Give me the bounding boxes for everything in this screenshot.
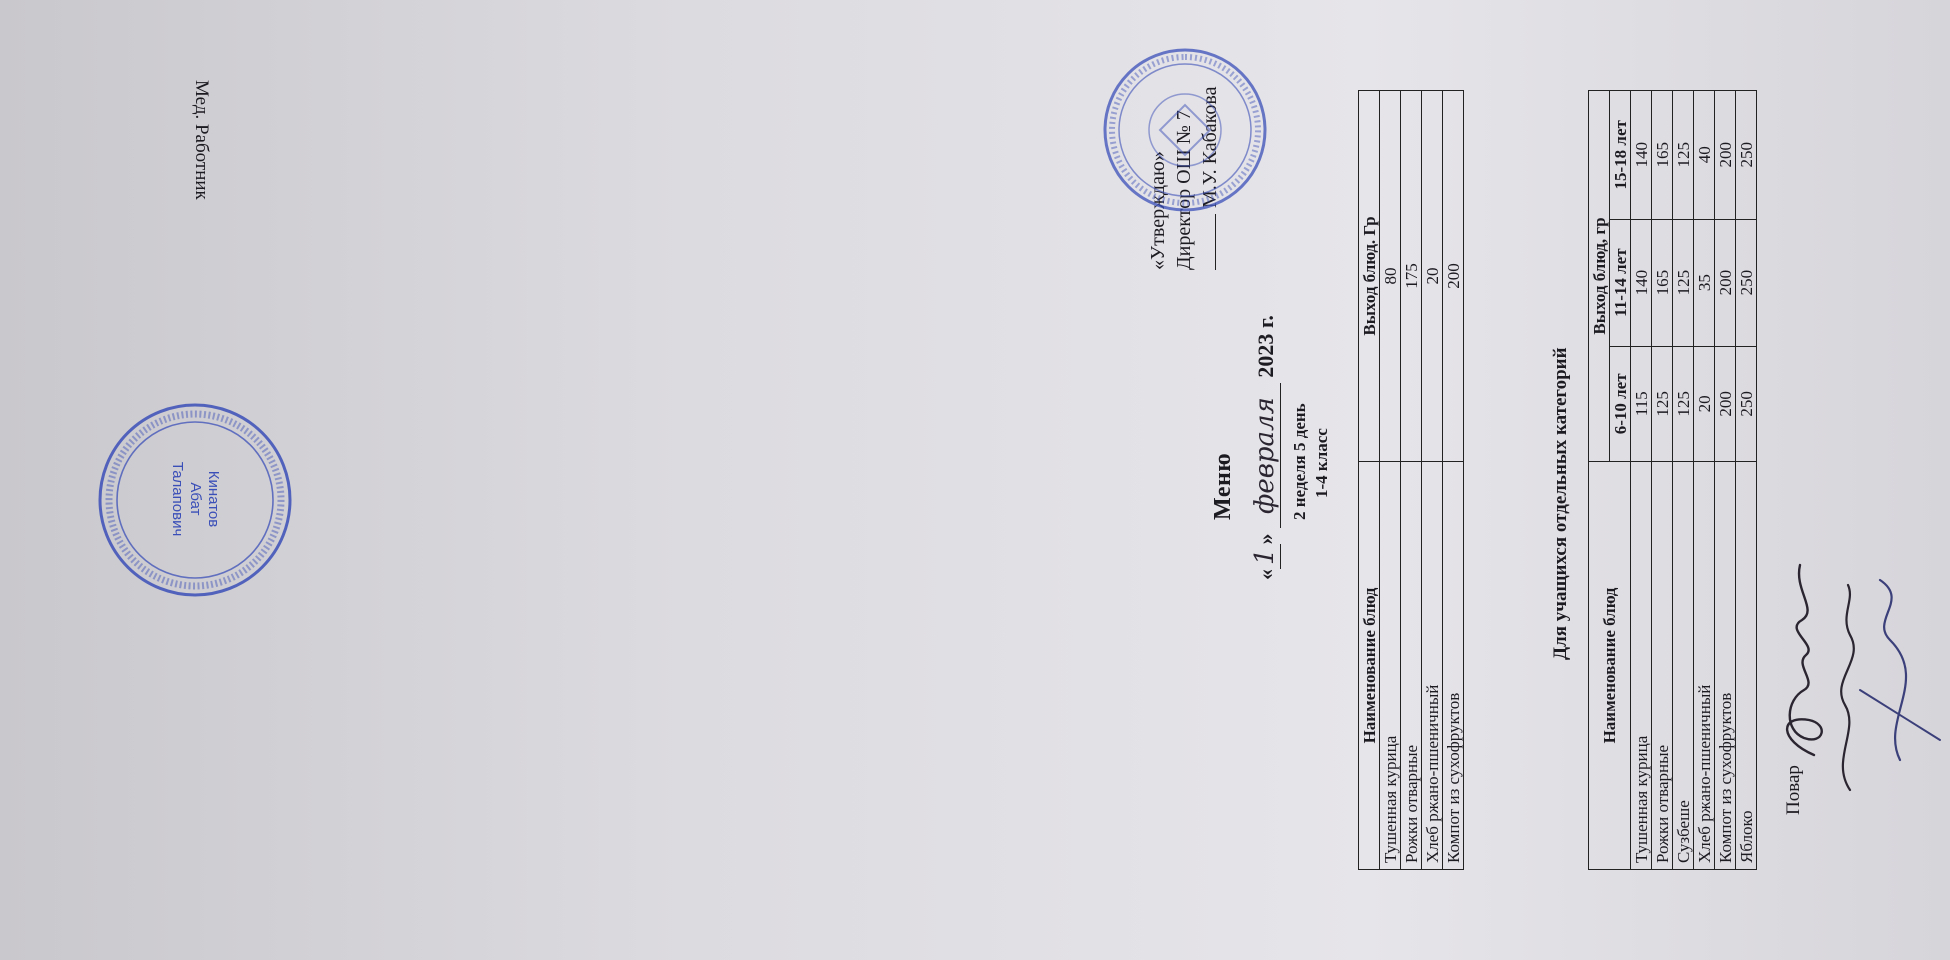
approval-position: Директор ОШ № 7 (1173, 110, 1195, 270)
yield-11-14: 35 (1694, 219, 1715, 346)
table-header-row (1589, 91, 1610, 870)
medical-stamp-name: Кинатов Абат Талапович (169, 461, 222, 537)
yield-11-14: 140 (1631, 219, 1652, 346)
table2-caption: Для учащихся отдельных категорий (1550, 347, 1571, 660)
dish-name: Хлеб ржано-пшеничный (1422, 462, 1443, 870)
table-header-row (1359, 91, 1380, 870)
signature-line (1197, 214, 1216, 270)
director-stamp-icon (1100, 45, 1270, 215)
dish-name: Тушенная курица (1631, 462, 1652, 870)
approval-label: «Утверждаю» (1147, 151, 1169, 270)
column-header-yield-group: Выход блюд, гр (1589, 91, 1610, 462)
column-header-age-11-14: 11-14 лет (1610, 219, 1631, 346)
yield-15-18: 140 (1631, 91, 1652, 220)
table-row (1736, 91, 1757, 870)
page-title: Меню (1210, 452, 1236, 520)
yield-6-10: 125 (1652, 346, 1673, 461)
date-month: февраля (1250, 383, 1281, 528)
table1-caption: 1-4 класс (1312, 428, 1331, 498)
medical-stamp (95, 400, 295, 600)
menu-date: «1» февраля 2023 г. (1250, 315, 1280, 580)
date-day: 1 (1250, 544, 1281, 569)
dish-name: Рожки отварные (1652, 462, 1673, 870)
table-row (1443, 91, 1464, 870)
yield-15-18: 165 (1652, 91, 1673, 220)
yield-15-18: 200 (1715, 91, 1736, 220)
table-row (1380, 91, 1401, 870)
column-header-dish: Наименование блюд (1359, 462, 1380, 870)
table-row (1652, 91, 1673, 870)
yield-6-10: 250 (1736, 346, 1757, 461)
yield-6-10: 20 (1694, 346, 1715, 461)
menu-table-categories (1588, 90, 1757, 870)
table-row (1631, 91, 1652, 870)
dish-name: Компот из сухофруктов (1443, 462, 1464, 870)
dish-yield: 20 (1422, 91, 1443, 462)
medic-signature-icon (1820, 570, 1950, 800)
dish-name: Рожки отварные (1401, 462, 1422, 870)
table-row (1422, 91, 1443, 870)
dish-name: Яблоко (1736, 462, 1757, 870)
column-header-yield: Выход блюд. Гр (1359, 91, 1380, 462)
dish-name: Тушенная курица (1380, 462, 1401, 870)
dish-name: Хлеб ржано-пшеничный (1694, 462, 1715, 870)
menu-table-primary (1358, 90, 1464, 870)
yield-6-10: 115 (1631, 346, 1652, 461)
column-header-dish: Наименование блюд (1589, 462, 1631, 870)
table-row (1673, 91, 1694, 870)
dish-yield: 80 (1380, 91, 1401, 462)
medic-signature-label-visible: Мед. Работник (191, 80, 212, 200)
table-row (1715, 91, 1736, 870)
approval-name: М.У. Кабакова (1199, 86, 1221, 208)
yield-6-10: 200 (1715, 346, 1736, 461)
yield-15-18: 125 (1673, 91, 1694, 220)
yield-15-18: 40 (1694, 91, 1715, 220)
yield-15-18: 250 (1736, 91, 1757, 220)
week-day: 2 неделя 5 день (1290, 403, 1309, 520)
dish-yield: 200 (1443, 91, 1464, 462)
yield-11-14: 250 (1736, 219, 1757, 346)
dish-name: Сузбеше (1673, 462, 1694, 870)
cook-signature-label: Повар (1783, 765, 1804, 815)
dish-name: Компот из сухофруктов (1715, 462, 1736, 870)
yield-11-14: 165 (1652, 219, 1673, 346)
dish-yield: 175 (1401, 91, 1422, 462)
yield-11-14: 200 (1715, 219, 1736, 346)
director-stamp (1100, 45, 1270, 215)
date-year: 2023 г. (1253, 315, 1278, 378)
column-header-age-6-10: 6-10 лет (1610, 346, 1631, 461)
column-header-age-15-18: 15-18 лет (1610, 91, 1631, 220)
table-row (1401, 91, 1422, 870)
table-row (1694, 91, 1715, 870)
yield-11-14: 125 (1673, 219, 1694, 346)
yield-6-10: 125 (1673, 346, 1694, 461)
